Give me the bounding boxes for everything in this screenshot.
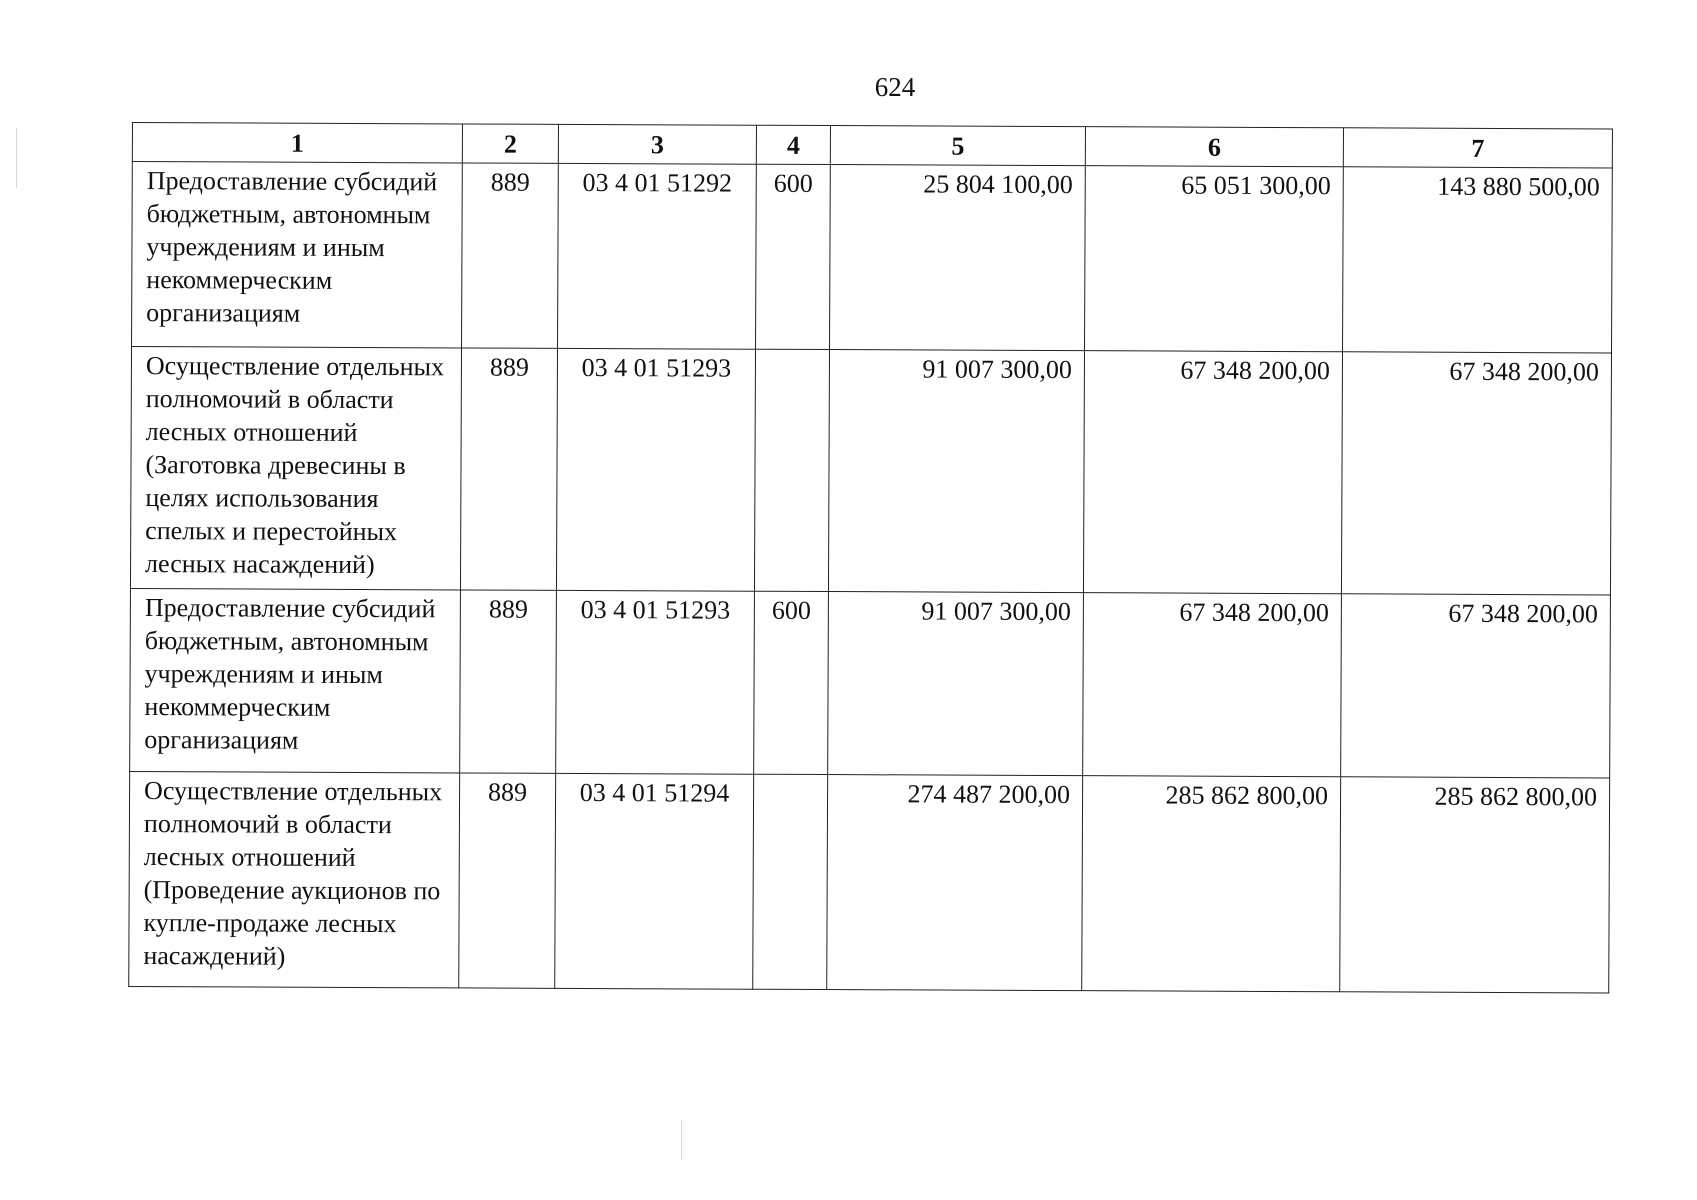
row-code-2: 889 [460, 348, 557, 590]
row-amount-6: 67 348 200,00 [1083, 593, 1342, 777]
column-header-4: 4 [756, 125, 830, 164]
row-amount-7: 143 880 500,00 [1343, 167, 1613, 353]
row-amount-6: 65 051 300,00 [1085, 166, 1344, 352]
row-code-4: 600 [754, 591, 829, 774]
budget-table [128, 122, 1613, 993]
table-row [130, 588, 1611, 777]
scan-artifact-line [681, 1120, 682, 1160]
row-code-3: 03 4 01 51293 [556, 348, 755, 591]
table-row [129, 771, 1610, 992]
row-description: Предоставление субсидий бюджетным, автономным учреждениям и иным некоммерческим организациям [130, 588, 461, 772]
row-code-3: 03 4 01 51294 [555, 773, 754, 989]
row-amount-7: 67 348 200,00 [1341, 594, 1611, 778]
row-amount-6: 67 348 200,00 [1083, 351, 1342, 594]
row-amount-7: 285 862 800,00 [1340, 777, 1610, 993]
row-amount-5: 25 804 100,00 [830, 165, 1086, 351]
row-amount-7: 67 348 200,00 [1341, 352, 1611, 595]
row-code-3: 03 4 01 51292 [558, 163, 757, 349]
row-code-4: 600 [756, 164, 831, 349]
row-code-3: 03 4 01 51293 [556, 590, 755, 774]
table-row [130, 347, 1611, 595]
row-code-2: 889 [459, 773, 556, 988]
column-header-1: 1 [132, 123, 462, 163]
row-code-4 [754, 349, 829, 591]
row-amount-5: 91 007 300,00 [828, 592, 1084, 776]
column-header-6: 6 [1085, 127, 1343, 167]
row-amount-6: 285 862 800,00 [1082, 776, 1341, 992]
row-description: Осуществление отдельных полномочий в области лесных отношений (Заготовка древесины в целях использования спелых и перестойных лесных насаждений) [130, 347, 461, 590]
page-number: 624 [874, 72, 916, 102]
row-code-2: 889 [462, 163, 559, 348]
row-code-2: 889 [460, 590, 557, 773]
row-code-4 [753, 774, 828, 989]
row-amount-5: 91 007 300,00 [828, 350, 1084, 593]
table-header-row [132, 123, 1612, 168]
table-row [132, 162, 1613, 353]
column-header-7: 7 [1343, 128, 1612, 168]
row-description: Осуществление отдельных полномочий в области лесных отношений (Проведение аукционов по купле-продаже лесных насаждений) [129, 771, 460, 987]
row-amount-5: 274 487 200,00 [827, 775, 1083, 991]
row-description: Предоставление субсидий бюджетным, автономным учреждениям и иным некоммерческим организациям [132, 162, 463, 348]
column-header-2: 2 [462, 124, 558, 163]
budget-table-container [128, 122, 1612, 993]
column-header-5: 5 [830, 126, 1085, 166]
column-header-3: 3 [558, 124, 756, 164]
scan-artifact-line [16, 128, 17, 188]
